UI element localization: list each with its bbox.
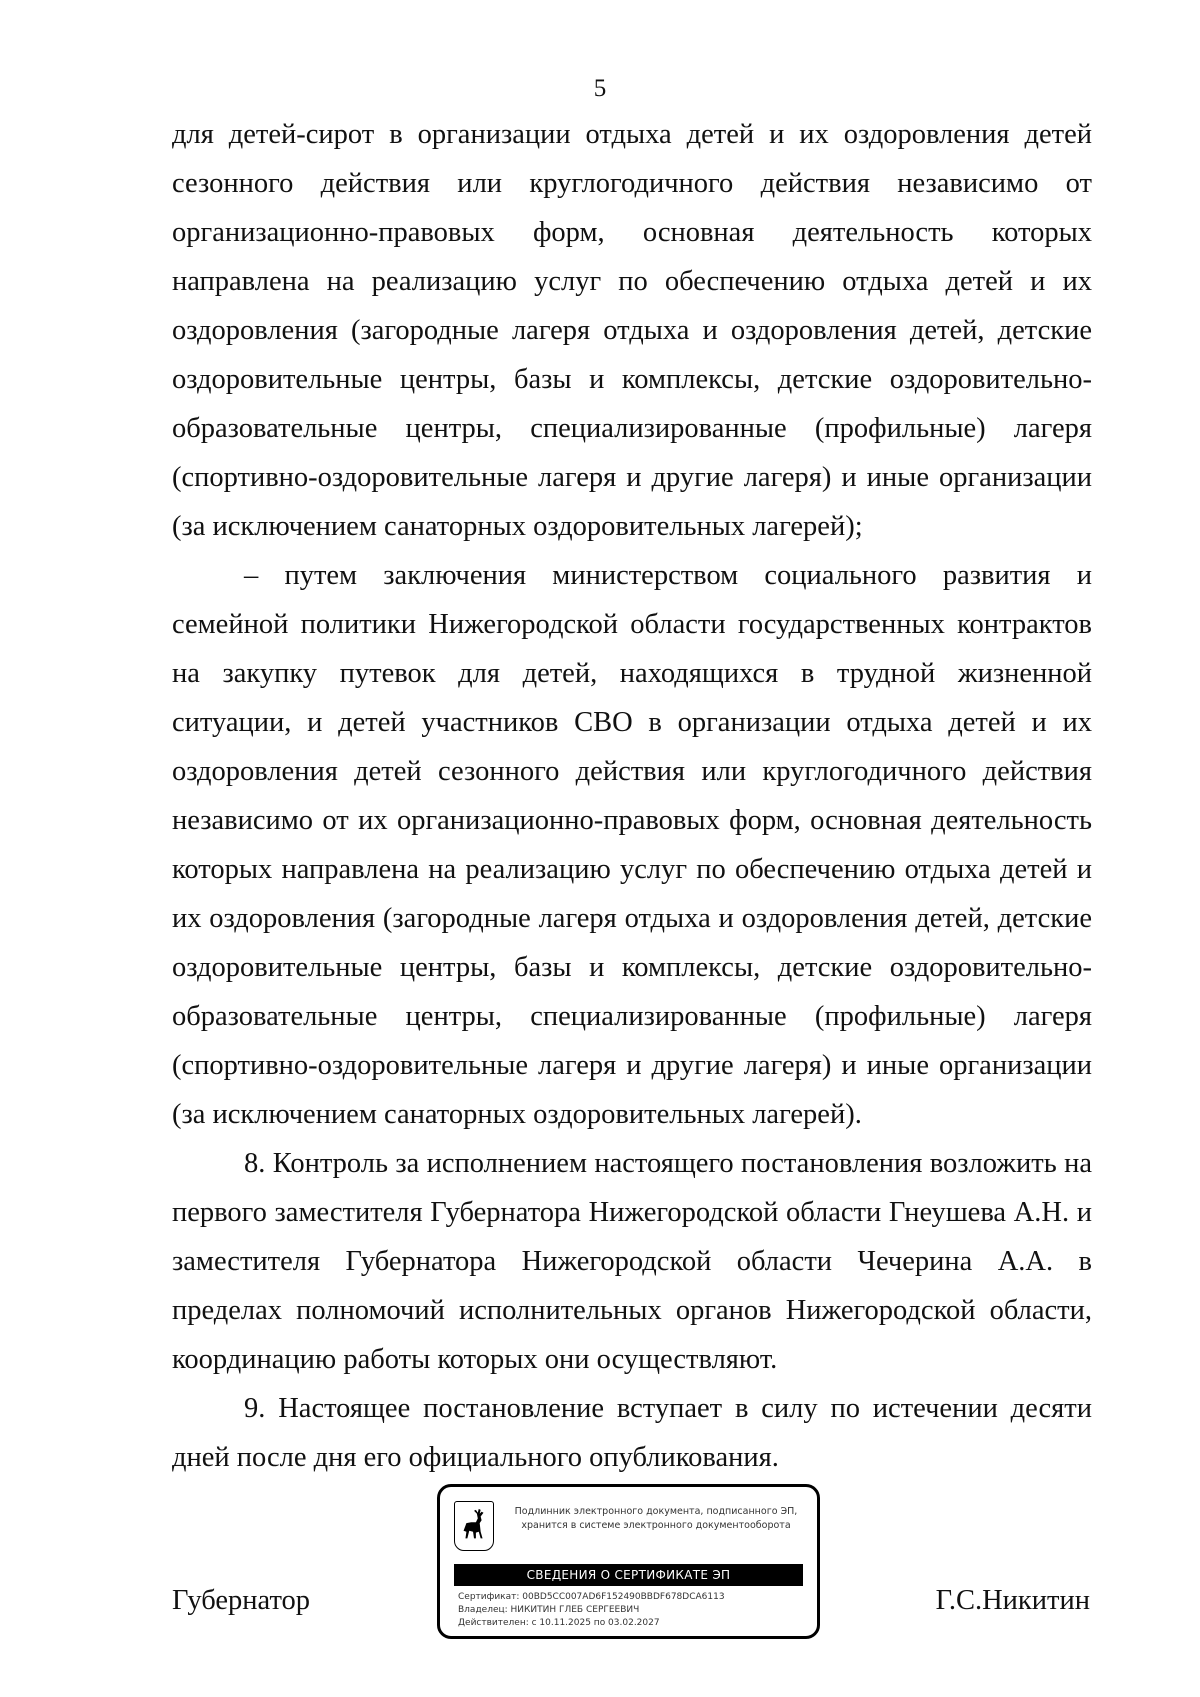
electronic-signature-stamp (437, 1484, 820, 1639)
paragraph-item-9: 9. Настоящее постановление вступает в силу по истечении десяти дней после дня его официального опубликования. (172, 1393, 1092, 1473)
stamp-caption-line-2: хранится в системе электронного документооборота (521, 1520, 791, 1531)
certificate-validity: Действителен: с 10.11.2025 по 03.02.2027 (458, 1618, 660, 1628)
certificate-number: Сертификат: 00BD5CC007AD6F152490BBDF678DCA6113 (458, 1592, 725, 1602)
signatory-title: Губернатор (172, 1585, 311, 1616)
certificate-owner: Владелец: НИКИТИН ГЛЕБ СЕРГЕЕВИЧ (458, 1605, 640, 1615)
page-number: 5 (593, 75, 607, 102)
signatory-name: Г.С.Никитин (935, 1585, 1090, 1616)
stamp-caption (506, 1505, 806, 1533)
stamp-caption-line-1: Подлинник электронного документа, подписанного ЭП, (514, 1506, 798, 1517)
deer-emblem-icon (454, 1501, 494, 1551)
stamp-header: СВЕДЕНИЯ О СЕРТИФИКАТЕ ЭП (454, 1564, 803, 1586)
document-body (172, 110, 1092, 1482)
paragraph-1: для детей-сирот в организации отдыха детей и их оздоровления детей сезонного действия или круглогодичного действия независимо от организационно-правовых форм, основная деятельность которых направлена на реализацию услуг по обеспечению отдыха детей и их оздоровления (загородные лагеря отдыха и оздоровления детей, детские оздоровительные центры, базы и комплексы, детские оздоровительно-образовательные центры, специализированные (профильные) лагеря (спортивно-оздоровительные лагеря и другие лагеря) и иные организации (за исключением санаторных оздоровительных лагерей); (172, 119, 1092, 542)
paragraph-item-8: 8. Контроль за исполнением настоящего постановления возложить на первого заместителя Губернатора Нижегородской области Гнеушева А.Н. и заместителя Губернатора Нижегородской области Чечерина А.А. в пределах полномочий исполнительных органов Нижегородской области, координацию работы которых они осуществляют. (172, 1148, 1092, 1375)
paragraph-2: – путем заключения министерством социального развития и семейной политики Нижегородской области государственных контрактов на закупку путевок для детей, находящихся в трудной жизненной ситуации, и детей участников СВО в организации отдыха детей и их оздоровления детей сезонного действия или круглогодичного действия независимо от их организационно-правовых форм, основная деятельность которых направлена на реализацию услуг по обеспечению отдыха детей и их оздоровления (загородные лагеря отдыха и оздоровления детей, детские оздоровительные центры, базы и комплексы, детские оздоровительно-образовательные центры, специализированные (профильные) лагеря (спортивно-оздоровительные лагеря и другие лагеря) и иные организации (за исключением санаторных оздоровительных лагерей). (172, 560, 1092, 1130)
certificate-details (458, 1591, 808, 1630)
